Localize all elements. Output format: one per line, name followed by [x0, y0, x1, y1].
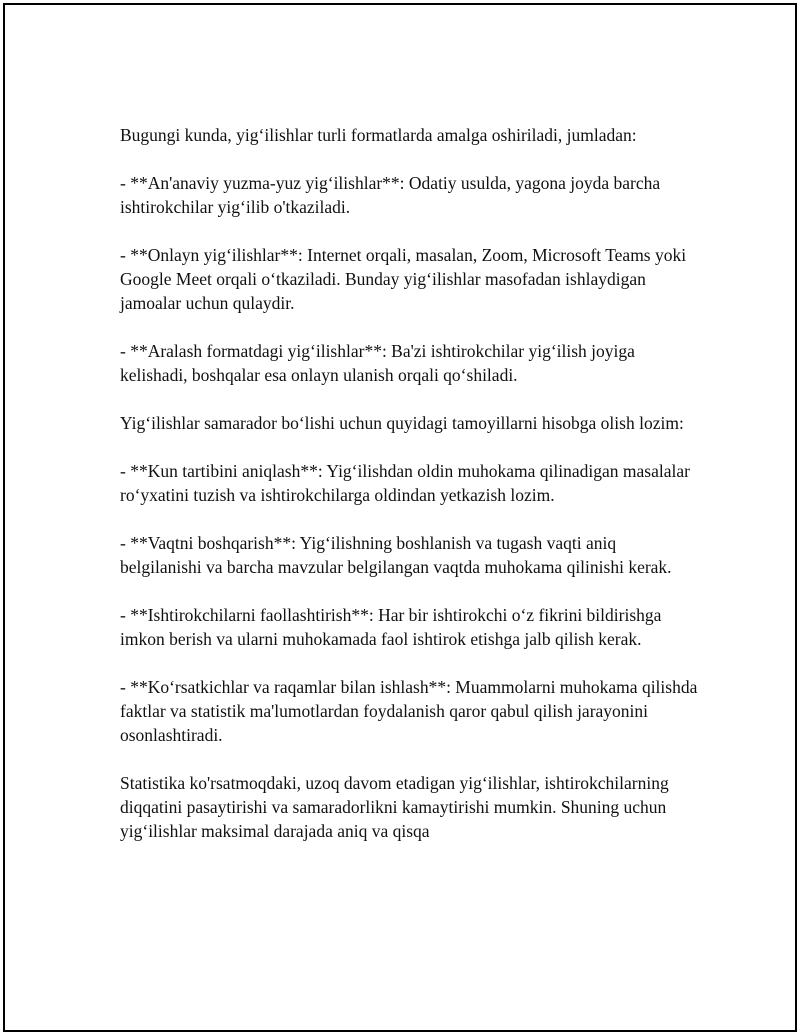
- list-item-agenda: - **Kun tartibini aniqlash**: Yig‘ilishdan oldin muhokama qilinadigan masalalar ro‘yxatini tuzish va ishtirokchilarga oldindan yetkazish lozim.: [120, 461, 690, 505]
- list-item-metrics: - **Ko‘rsatkichlar va raqamlar bilan ishlash**: Muammolarni muhokama qilishda faktlar va statistik ma'lumotlardan foydalanish qaror qabul qilish jarayonini osonlashtiradi.: [120, 677, 698, 745]
- list-item-online-meetings: - **Onlayn yig‘ilishlar**: Internet orqali, masalan, Zoom, Microsoft Teams yoki Google Meet orqali o‘tkaziladi. Bunday yig‘ilishlar masofadan ishlaydigan jamoalar uchun qulaydir.: [120, 245, 687, 313]
- paragraph-intro: Bugungi kunda, yig‘ilishlar turli formatlarda amalga oshiriladi, jumladan:: [120, 125, 637, 145]
- list-item-time-management: - **Vaqtni boshqarish**: Yig‘ilishning boshlanish va tugash vaqti aniq belgilanishi va barcha mavzular belgilangan vaqtda muhokama qilinishi kerak.: [120, 533, 672, 577]
- list-item-traditional-meetings: - **An'anaviy yuzma-yuz yig‘ilishlar**: Odatiy usulda, yagona joyda barcha ishtirokchilar yig‘ilib o'tkaziladi.: [120, 173, 661, 217]
- paragraph-statistics: Statistika ko'rsatmoqdaki, uzoq davom etadigan yig‘ilishlar, ishtirokchilarning diqqatini pasaytirishi va samaradorlikni kamaytirishi mumkin. Shuning uchun yig‘ilishlar maksimal darajada aniq va qisqa: [120, 773, 669, 841]
- paragraph-principles-intro: Yig‘ilishlar samarador bo‘lishi uchun quyidagi tamoyillarni hisobga olish lozim:: [120, 413, 684, 433]
- document-body: [120, 123, 700, 843]
- list-item-hybrid-meetings: - **Aralash formatdagi yig‘ilishlar**: Ba'zi ishtirokchilar yig‘ilish joyiga kelishadi, boshqalar esa onlayn ulanish orqali qo‘shiladi.: [120, 341, 635, 385]
- document-page: [3, 3, 797, 1032]
- list-item-participant-engagement: - **Ishtirokchilarni faollashtirish**: Har bir ishtirokchi o‘z fikrini bildirishga imkon berish va ularni muhokamada faol ishtirok etishga jalb qilish kerak.: [120, 605, 662, 649]
